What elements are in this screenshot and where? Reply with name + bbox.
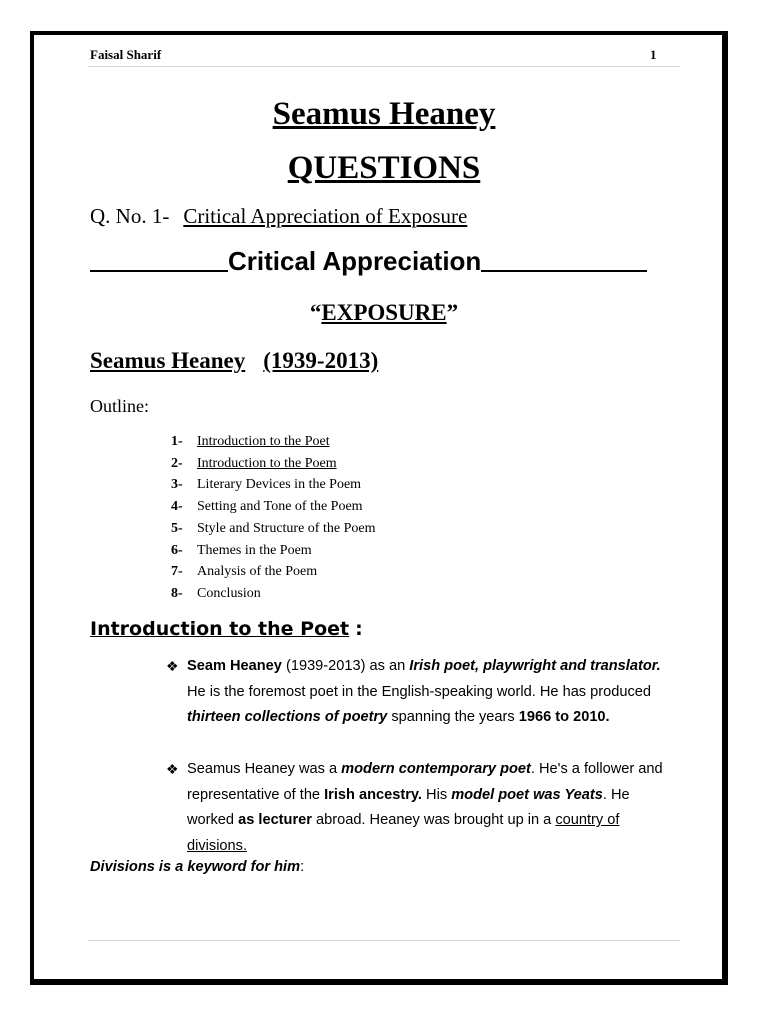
poet-line <box>90 348 378 374</box>
header-rule <box>88 66 680 67</box>
outline-item-number: 6- <box>171 542 183 558</box>
outline-item-text: Themes in the Poem <box>197 542 312 558</box>
outline-item-number: 7- <box>171 564 183 580</box>
outline-item-number: 8- <box>171 585 183 601</box>
poem-title-close-quote: ” <box>446 300 459 325</box>
heading-rule-left <box>90 270 228 272</box>
outline-item-text: Introduction to the Poet <box>197 434 330 449</box>
question-text: Critical Appreciation of Exposure <box>183 204 468 228</box>
document-subtitle-text: QUESTIONS <box>287 150 481 186</box>
poem-title-text: EXPOSURE <box>321 300 447 325</box>
outline-item <box>171 540 375 562</box>
outline-item <box>171 583 375 605</box>
section-heading: Critical Appreciation <box>228 246 482 276</box>
outline-label: Outline: <box>90 396 149 416</box>
intro-section-title-text: Introduction to the Poet <box>90 618 350 640</box>
outline-item-number: 2- <box>171 455 183 471</box>
intro-bullet-1 <box>166 654 676 731</box>
bullet-text: Seam Heaney (1939-2013) as an Irish poet, playwright and translator. He is the foremost poet in the English-speaking world. He has produced thirteen collections of poetry spanning the years 1966 to 2010. <box>187 658 661 726</box>
outline-item-text: Style and Structure of the Poem <box>197 520 376 536</box>
intro-section-title <box>90 618 363 640</box>
header-author: Faisal Sharif <box>90 47 162 62</box>
diamond-bullet-icon: ❖ <box>166 658 179 674</box>
outline-item-number: 3- <box>171 477 183 493</box>
bullet-text: Seamus Heaney was a modern contemporary poet. He's a follower and representative of the Irish ancestry. His model poet was Yeats. He worked as lecturer abroad. Heaney was brought up in a country of divisions. <box>187 761 663 854</box>
document-title <box>88 96 680 133</box>
poet-years: (1939-2013) <box>263 348 379 373</box>
divisions-line <box>90 859 304 875</box>
outline-item-number: 4- <box>171 499 183 515</box>
question-line <box>90 204 467 229</box>
outline-item <box>171 518 375 540</box>
heading-rule-right <box>481 270 647 272</box>
outline-item-text: Literary Devices in the Poem <box>197 477 362 493</box>
question-label: Q. No. 1- <box>90 204 170 228</box>
outline-list <box>171 431 375 605</box>
divisions-colon: : <box>300 859 305 875</box>
intro-section-title-colon: : <box>355 618 363 640</box>
poet-name: Seamus Heaney <box>90 348 246 373</box>
footer-rule <box>88 940 680 941</box>
diamond-bullet-icon: ❖ <box>166 761 179 777</box>
outline-item-number: 1- <box>171 434 183 449</box>
outline-item-text: Setting and Tone of the Poem <box>197 499 363 515</box>
outline-item <box>171 496 375 518</box>
outline-item <box>171 431 375 453</box>
outline-item <box>171 561 375 583</box>
outline-item-text: Analysis of the Poem <box>197 564 318 580</box>
outline-item-number: 5- <box>171 520 183 536</box>
intro-bullet-2 <box>166 757 676 859</box>
poem-title-open-quote: “ <box>309 300 322 325</box>
divisions-text: Divisions is a keyword for him <box>90 859 301 875</box>
document-title-text: Seamus Heaney <box>272 96 496 132</box>
poem-title <box>88 300 680 326</box>
document-subtitle <box>88 150 680 187</box>
outline-item-text: Introduction to the Poem <box>197 455 337 471</box>
outline-item-text: Conclusion <box>197 585 261 601</box>
section-heading-line <box>90 246 647 277</box>
outline-item <box>171 453 375 475</box>
outline-item <box>171 474 375 496</box>
header-page-number: 1 <box>650 47 657 62</box>
